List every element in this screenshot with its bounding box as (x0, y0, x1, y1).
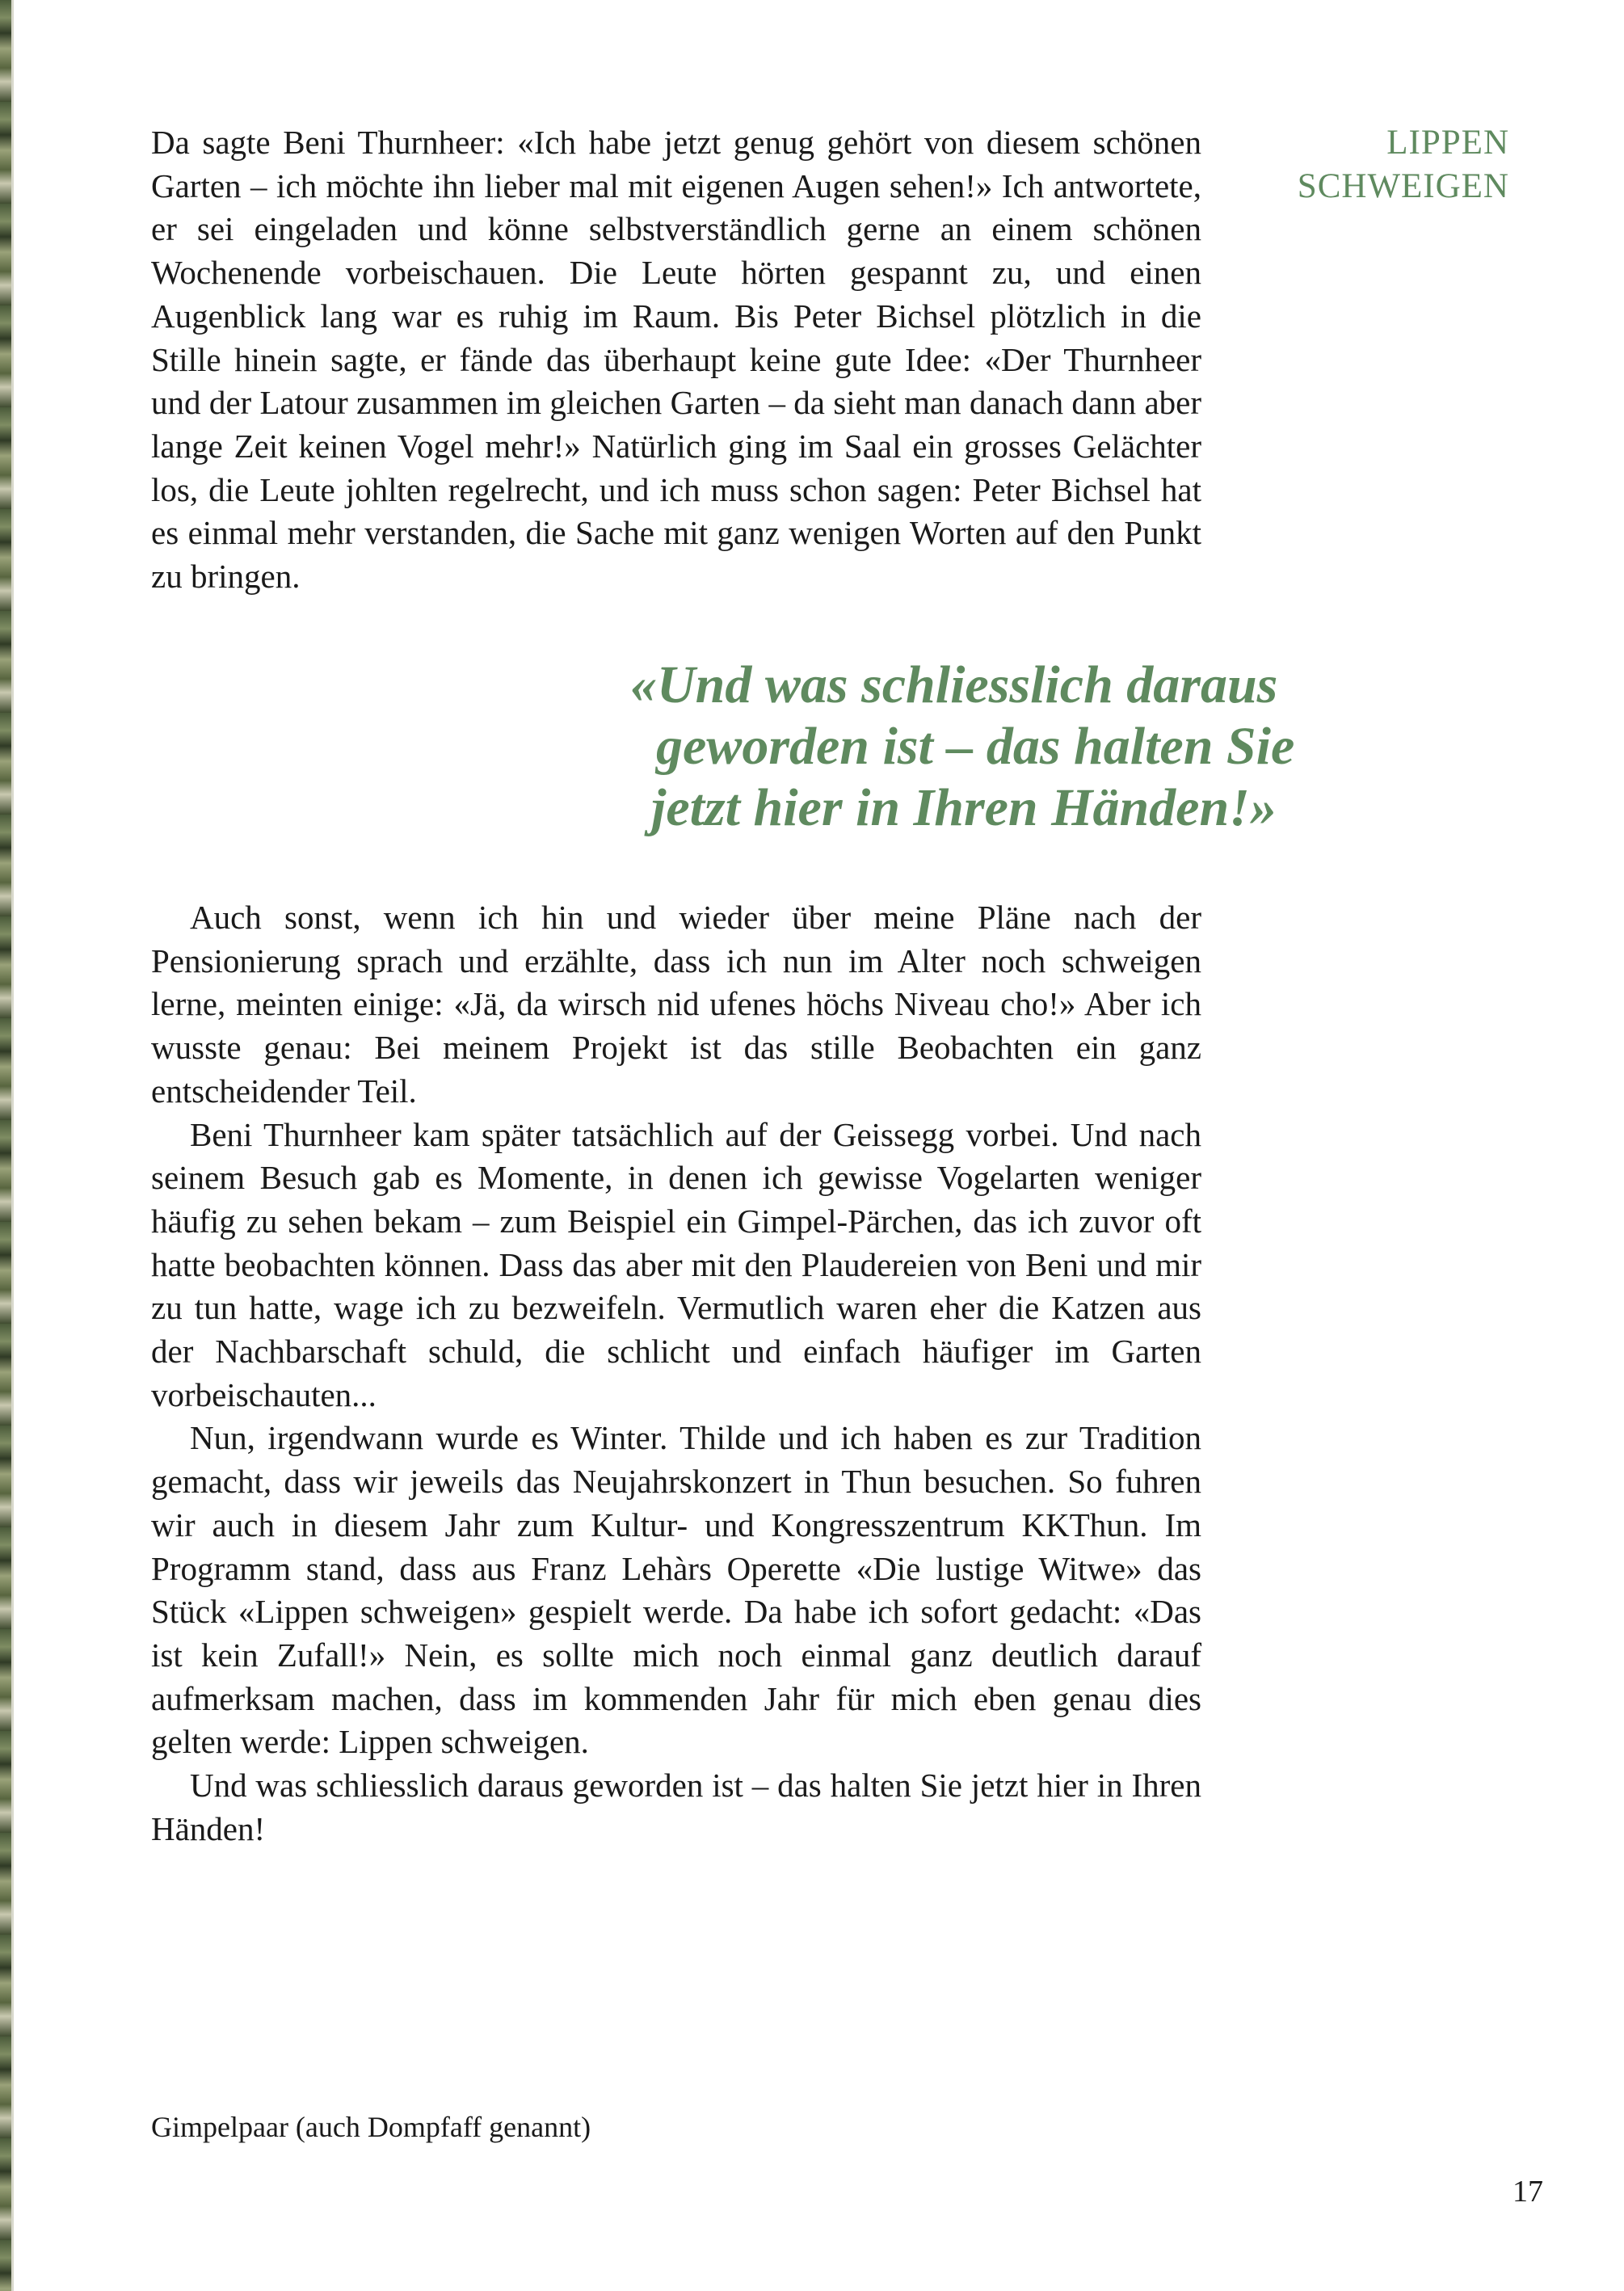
photo-edge-border (11, 0, 14, 2291)
pull-quote-line-3: jetzt hier in Ihren Händen!» (651, 778, 1277, 837)
body-text-main (151, 896, 1201, 1851)
pull-quote-line-1: «Und was schliesslich daraus (630, 655, 1278, 714)
paragraph-top: Da sagte Beni Thurnheer: «Ich habe jetzt genug gehört von diesem schönen Garten – ich möchte ihn lieber mal mit eigenen Augen sehen!» Ich antwortete, er sei eingeladen und könne selbstverständlich gerne an einem schönen Wochenende vorbeischauen. Die Leute hörten gespannt zu, und einen Augenblick lang war es ruhig im Raum. Bis Peter Bichsel plötzlich in die Stille hinein sagte, er fände das überhaupt keine gute Idee: «Der Thurnheer und der Latour zusammen im gleichen Garten – da sieht man danach dann aber lange Zeit keinen Vogel mehr!» Natürlich ging im Saal ein grosses Gelächter los, die Leute johlten regelrecht, und ich muss schon sagen: Peter Bichsel hat es einmal mehr verstanden, die Sache mit ganz wenigen Worten auf den Punkt zu bringen. (151, 124, 1201, 596)
paragraph-2: Beni Thurnheer kam später tatsächlich auf der Geissegg vorbei. Und nach seinem Besuch gab es Momente, in denen ich gewisse Vogelarten weniger häufig zu sehen bekam – zum Beispiel ein Gimpel-Pärchen, das ich zuvor oft hatte beobachten können. Dass das aber mit den Plaudereien von Beni und mir zu tun hatte, wage ich zu bezweifeln. Vermutlich waren eher die Katzen aus der Nachbarschaft schuld, die schlicht und einfach häufiger im Garten vorbeischauten... (151, 1115, 1201, 1413)
pull-quote-line-2: geworden ist – das halten Sie (656, 717, 1295, 776)
section-label-line-1: LIPPEN (1386, 124, 1509, 162)
pull-quote (566, 655, 1374, 839)
section-label-line-2: SCHWEIGEN (1297, 167, 1509, 205)
image-caption: Gimpelpaar (auch Dompfaff genannt) (151, 2111, 591, 2143)
paragraph-4: Und was schliesslich daraus geworden ist – das halten Sie jetzt hier in Ihren Händen! (151, 1767, 1201, 1847)
body-text-top (151, 121, 1201, 599)
section-label (1298, 121, 1509, 208)
page-number: 17 (1513, 2175, 1543, 2209)
paragraph-1: Auch sonst, wenn ich hin und wieder über meine Pläne nach der Pensionierung sprach und erzählte, dass ich nun im Alter noch schweigen lerne, meinten einige: «Jä, da wirsch nid ufenes höchs Niveau cho!» Aber ich wusste genau: Bei meinem Projekt ist das stille Beobachten ein ganz entscheidender Teil. (151, 899, 1201, 1110)
paragraph-3: Nun, irgendwann wurde es Winter. Thilde und ich haben es zur Tradition gemacht, dass wir jeweils das Neujahrskonzert in Thun besuchen. So fuhren wir auch in diesem Jahr zum Kultur- und Kongresszentrum KKThun. Im Programm stand, dass aus Franz Lehàrs Operette «Die lustige Witwe» das Stück «Lippen schweigen» gespielt werde. Da habe ich sofort gedacht: «Das ist kein Zufall!» Nein, es sollte mich noch einmal ganz deutlich darauf aufmerksam machen, dass im kommenden Jahr für mich eben genau dies gelten werde: Lippen schweigen. (151, 1419, 1201, 1761)
photo-edge-strip (0, 0, 11, 2291)
